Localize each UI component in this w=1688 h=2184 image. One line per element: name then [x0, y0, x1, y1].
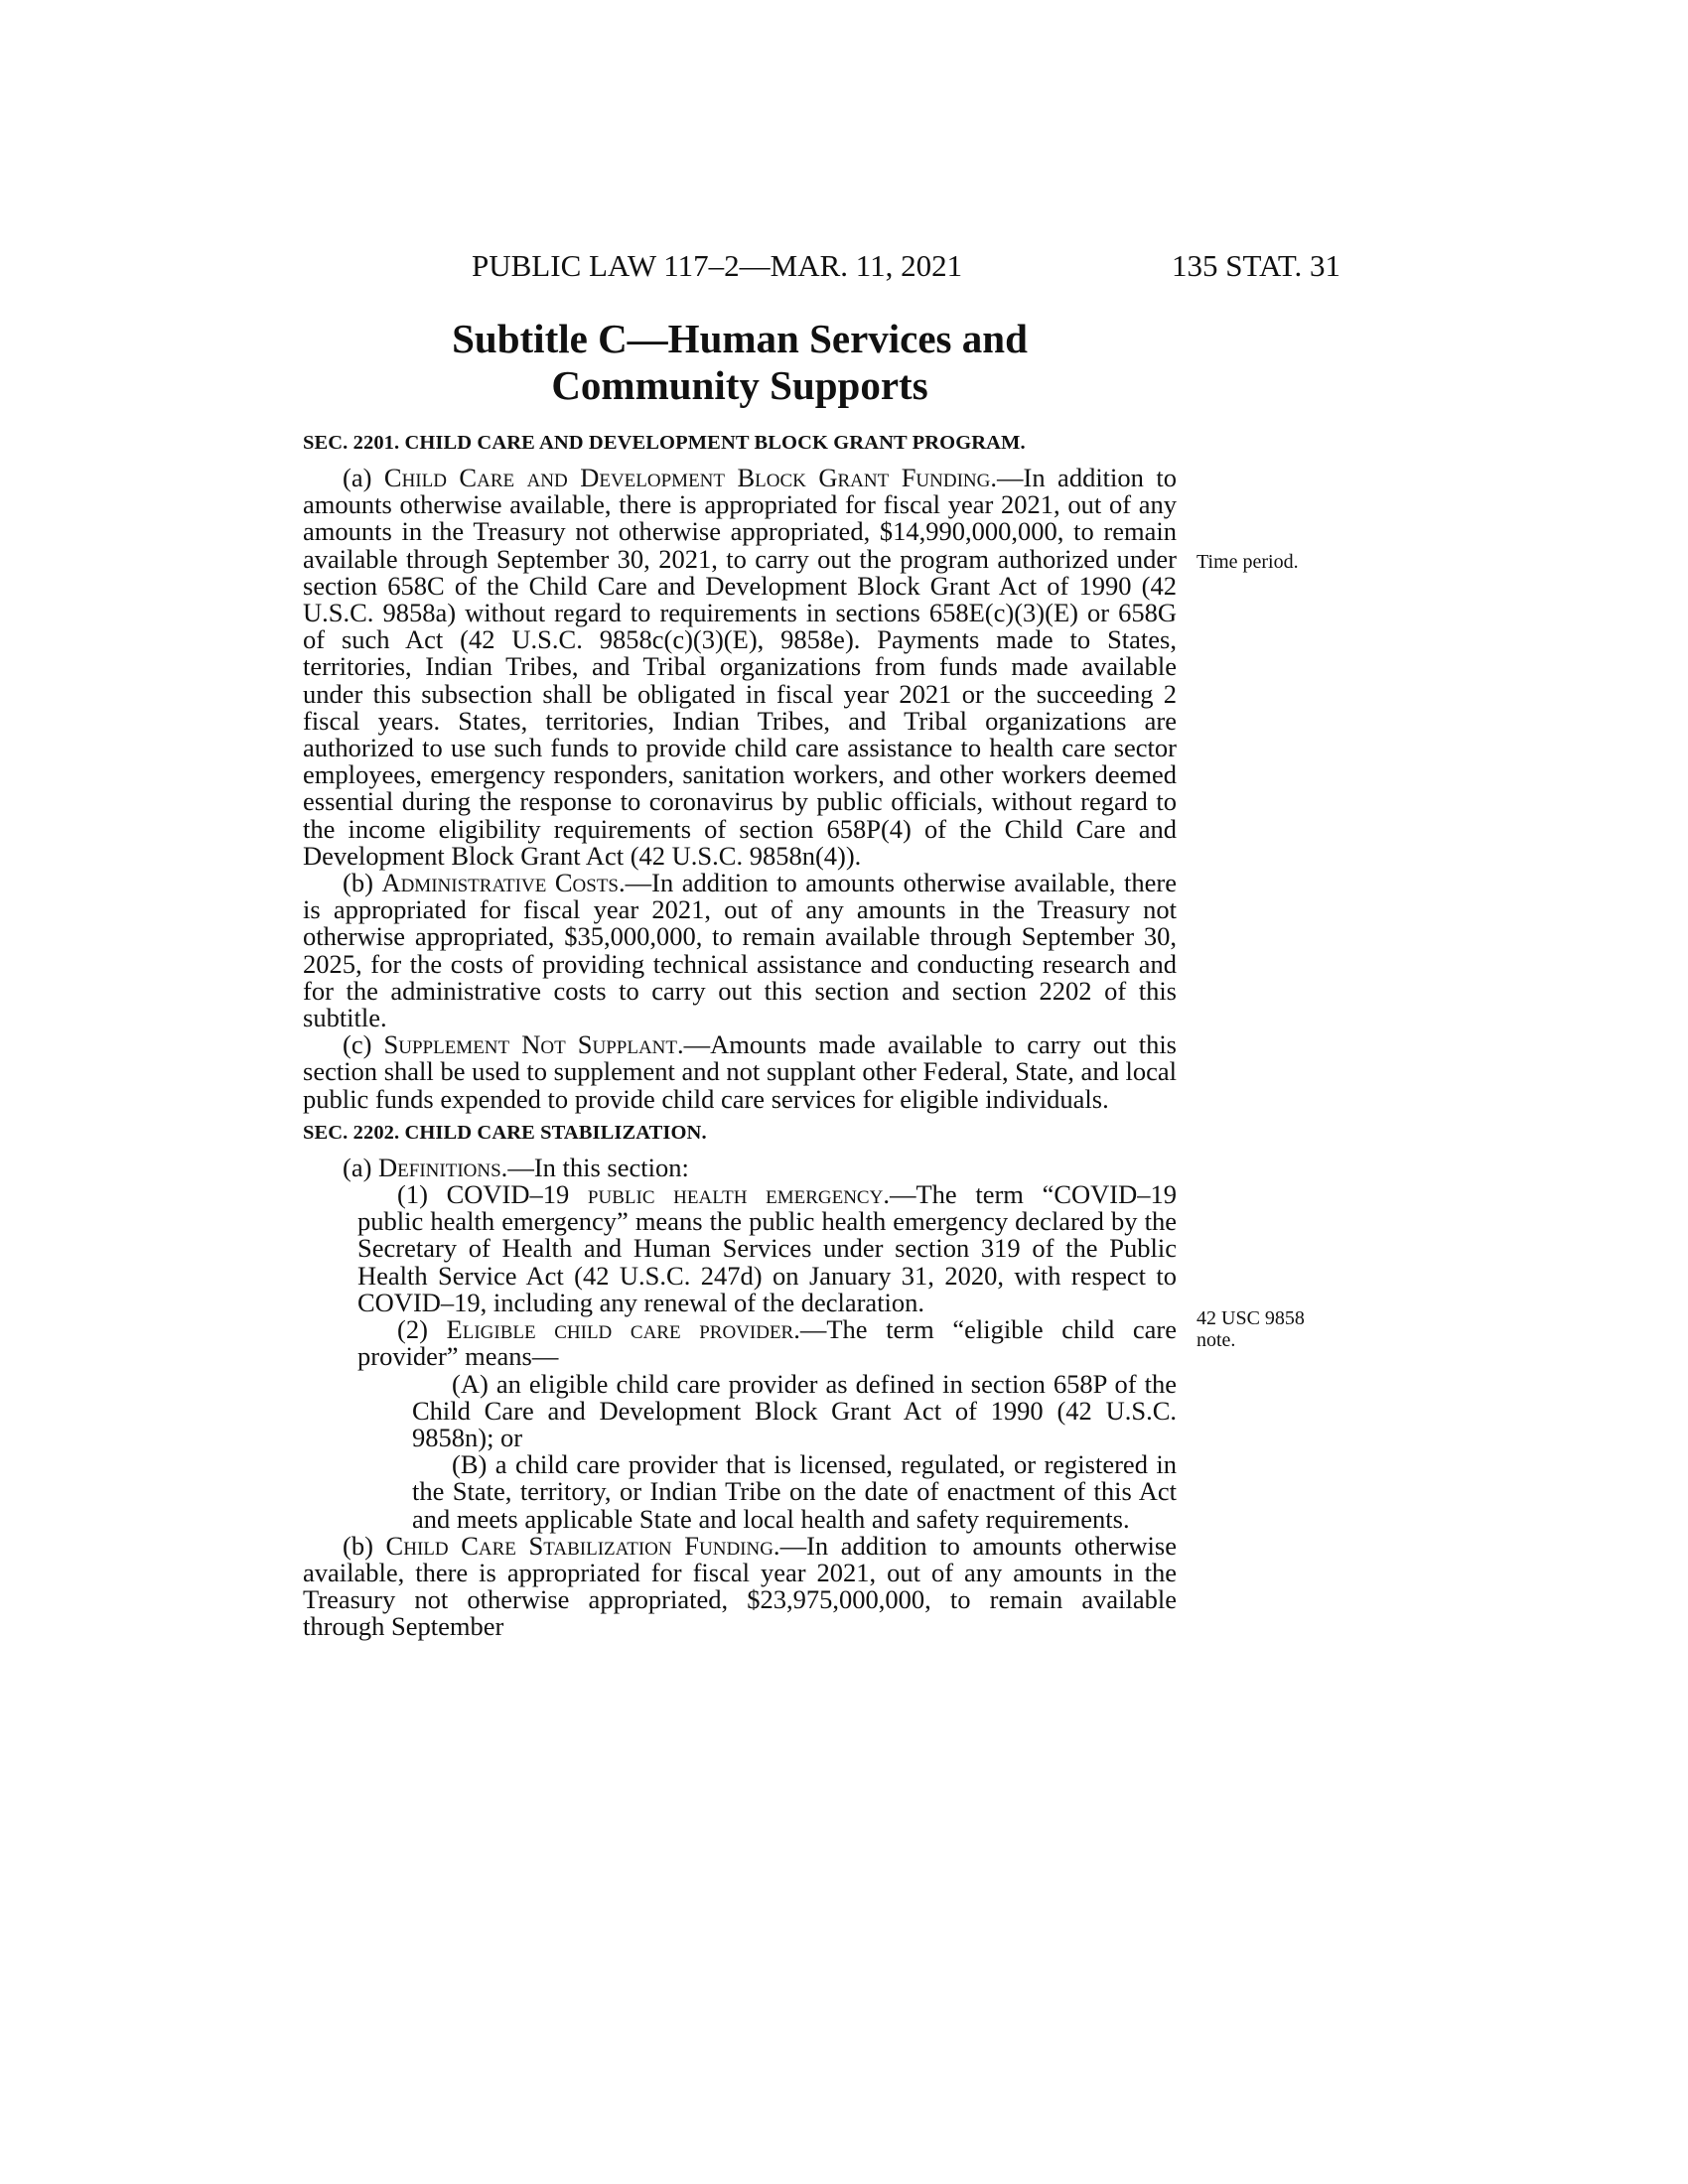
subsection-text: —In this section: [507, 1152, 689, 1182]
margin-note-text: Time period. [1196, 551, 1299, 573]
section-2202-subsection-b [303, 1530, 1177, 1642]
subsection-text: —In addition to amounts otherwise available, there is appropriated for fiscal year 2021, out of any amounts in the Treasury not otherwise appropriated, $14,990,000,000, to remain available through September 30, 2021, to carry out the program authorized under section 658C of the Child Care and Development Block Grant Act of 1990 (42 U.S.C. 9858a) without regard to requirements in sections 658E(c)(3)(E) or 658G of such Act (42 U.S.C. 9858c(c)(3)(E), 9858e). Payments made to States, territories, Indian Tribes, and Tribal organizations from funds made available under this subsection shall be obligated in fiscal year 2021 or the succeeding 2 fiscal years. States, territories, Indian Tribes, and Tribal organizations are authorized to use such funds to provide child care assistance to health care sector employees, emergency responders, sanitation workers, and other workers deemed essential during the response to coronavirus by public officials, without regard to the income eligibility requirements of section 658P(4) of the Child Care and Development Block Grant Act (42 U.S.C. 9858n(4)). [303, 463, 1177, 871]
margin-note-line-1: 42 USC 9858 [1196, 1307, 1305, 1329]
subsection-heading: Supplement Not Supplant. [383, 1029, 684, 1060]
paragraph-label: (2) [397, 1314, 447, 1345]
subsection-label: (c) [343, 1029, 384, 1060]
main-text-column [303, 429, 1177, 1641]
section-2202-subsection-a [303, 1152, 1177, 1182]
subsection-label: (b) [343, 868, 382, 898]
section-2201-heading: SEC. 2201. CHILD CARE AND DEVELOPMENT BLOCK GRANT PROGRAM. [303, 432, 1026, 454]
subsection-heading: Administrative Costs. [381, 868, 626, 898]
section-2202-paragraph-2 [303, 1316, 1177, 1370]
paragraph-text: —The term “COVID–19 public health emergency” means the public health emergency declared by the Secretary of Health and Human Services under section 319 of the Public Health Service Act (42 U.S.C. 247d) on January 31, 2020, with respect to COVID–19, including any renewal of the declaration. [357, 1179, 1177, 1317]
paragraph-label: (1) [397, 1179, 447, 1210]
subtitle-heading [298, 316, 1182, 409]
subsection-heading: Definitions. [378, 1152, 508, 1182]
running-head [0, 248, 1688, 288]
section-2201-subsection-a [303, 465, 1177, 870]
subsection-label: (a) [343, 1152, 379, 1182]
page-statute-number: 135 STAT. 31 [1172, 248, 1341, 283]
margin-note-line-2: note. [1196, 1329, 1236, 1351]
subtitle-line-1: Subtitle C—Human Services and [452, 316, 1028, 361]
running-head-title: PUBLIC LAW 117–2—MAR. 11, 2021 [472, 248, 963, 283]
section-2201-subsection-b [303, 870, 1177, 1031]
subsection-heading: Child Care and Development Block Grant Funding. [383, 463, 997, 492]
margin-note-time-period [1196, 551, 1345, 573]
section-2201-subsection-c [303, 1031, 1177, 1113]
paragraph-heading: COVID–19 public health emergency. [446, 1179, 890, 1210]
subtitle-line-2: Community Supports [551, 362, 928, 408]
margin-note-usc-citation [1196, 1307, 1345, 1351]
subsection-text: —In addition to amounts otherwise available, there is appropriated for fiscal year 2021, out of any amounts in the Treasury not otherwise appropriated, $23,975,000,000, to remain available through September [303, 1530, 1177, 1642]
section-2202-subparagraph-B: (B) a child care provider that is licensed, regulated, or registered in the State, territory, or Indian Tribe on the date of enactment of this Act and meets applicable State and local health and safety requirements. [412, 1449, 1177, 1534]
subsection-text: —Amounts made available to carry out this section shall be used to supplement and not supplant other Federal, State, and local public funds expended to provide child care services for eligible individuals. [303, 1029, 1177, 1114]
section-2202-subparagraph-A: (A) an eligible child care provider as defined in section 658P of the Child Care and Development Block Grant Act of 1990 (42 U.S.C. 9858n); or [412, 1368, 1177, 1452]
section-2202-heading: SEC. 2202. CHILD CARE STABILIZATION. [303, 1121, 707, 1144]
subsection-label: (a) [343, 463, 384, 492]
paragraph-text: —The term “eligible child care provider” means— [357, 1314, 1177, 1372]
section-2202-paragraph-1 [303, 1181, 1177, 1316]
subsection-label: (b) [343, 1530, 386, 1561]
subsection-heading: Child Care Stabilization Funding. [385, 1530, 780, 1561]
paragraph-heading: Eligible child care provider. [446, 1314, 800, 1345]
subsection-text: —In addition to amounts otherwise available, there is appropriated for fiscal year 2021, out of any amounts in the Treasury not otherwise appropriated, $35,000,000, to remain available through September 30, 2025, for the costs of providing technical assistance and conducting research and for the administrative costs to carry out this section and section 2202 of this subtitle. [303, 868, 1177, 1033]
